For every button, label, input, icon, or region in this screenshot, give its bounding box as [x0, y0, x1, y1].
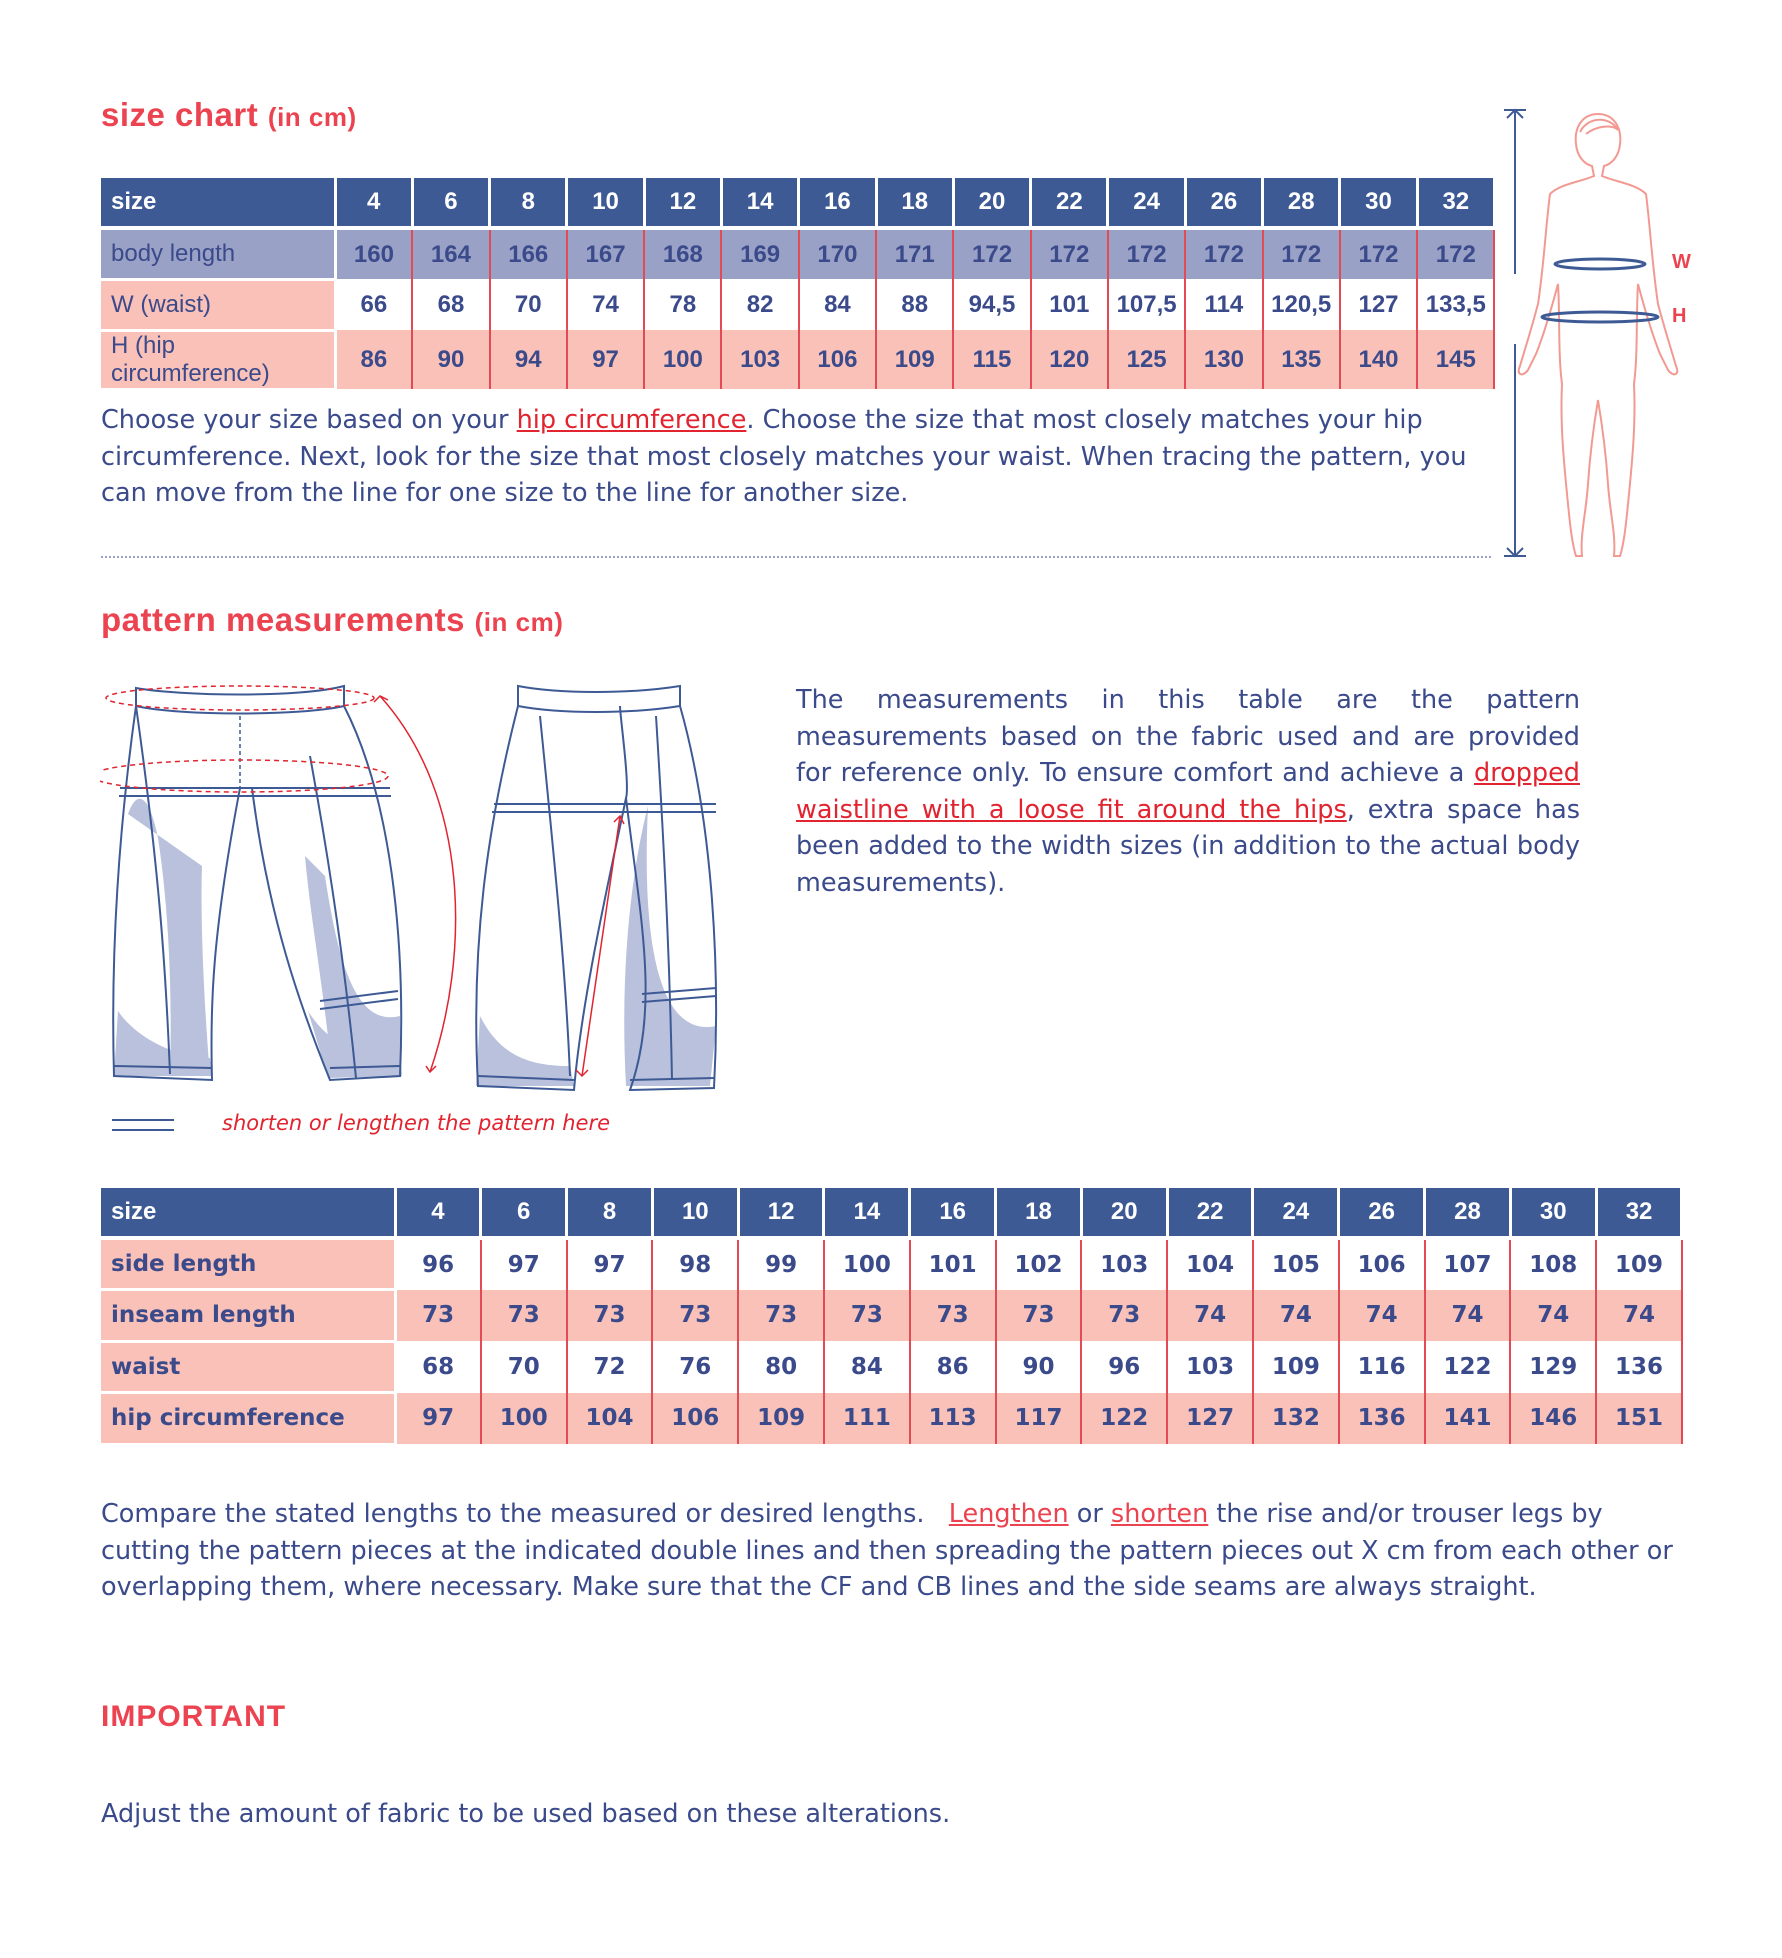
- table-cell: 104: [567, 1393, 653, 1445]
- size-header-18: 18: [876, 178, 953, 228]
- size-header-10: 10: [567, 178, 644, 228]
- table-cell: 70: [481, 1341, 567, 1393]
- table-cell: 78: [644, 279, 721, 330]
- waist-marker-label: W: [1672, 251, 1691, 273]
- row-label: inseam length: [101, 1290, 395, 1342]
- size-header-label: size: [101, 1188, 395, 1238]
- body-outline: [1519, 114, 1678, 556]
- table-cell: 80: [738, 1341, 824, 1393]
- table-cell: 116: [1339, 1341, 1425, 1393]
- table-cell: 68: [395, 1341, 481, 1393]
- table-cell: 172: [1185, 228, 1262, 279]
- table-cell: 73: [738, 1290, 824, 1342]
- table-cell: 136: [1596, 1341, 1682, 1393]
- size-header-26: 26: [1339, 1188, 1425, 1238]
- table-cell: 107,5: [1108, 279, 1185, 330]
- table-cell: 133,5: [1417, 279, 1494, 330]
- table-cell: 97: [481, 1238, 567, 1290]
- size-header-28: 28: [1263, 178, 1340, 228]
- table-cell: 101: [1031, 279, 1108, 330]
- table-cell: 73: [652, 1290, 738, 1342]
- size-chart-title: [101, 96, 357, 134]
- table-cell: 98: [652, 1238, 738, 1290]
- pattern-title-unit: (in cm): [474, 607, 564, 637]
- size-header-16: 16: [910, 1188, 996, 1238]
- size-header-12: 12: [644, 178, 721, 228]
- pattern-description-text: The measurements in this table are the pattern measurements based on the fabric used and are provided for reference only. To ensure comfort and achieve a: [796, 685, 1580, 788]
- table-cell: 127: [1340, 279, 1417, 330]
- table-cell: 109: [1596, 1238, 1682, 1290]
- table-cell: 106: [799, 330, 876, 389]
- shorten-link[interactable]: shorten: [1110, 1499, 1209, 1529]
- important-heading: IMPORTANT: [101, 1700, 287, 1733]
- table-row: [101, 1393, 1682, 1445]
- size-header-26: 26: [1185, 178, 1262, 228]
- size-header-6: 6: [412, 178, 489, 228]
- table-row: [101, 228, 1494, 279]
- table-cell: 88: [876, 279, 953, 330]
- alteration-text: Compare the stated lengths to the measured or desired lengths.: [101, 1499, 949, 1529]
- table-cell: 84: [799, 279, 876, 330]
- size-chart-table: [101, 178, 1496, 391]
- table-cell: 99: [738, 1238, 824, 1290]
- size-header-16: 16: [799, 178, 876, 228]
- table-cell: 102: [996, 1238, 1082, 1290]
- size-chart-note-text-2: . Choose the size that most closely matches your hip circumference. Next, look for the size that most closely matches your waist. When tracing the pattern, you can move from the line for one size to the line for another size.: [101, 405, 1467, 508]
- table-cell: 94: [490, 330, 567, 389]
- table-cell: 76: [652, 1341, 738, 1393]
- table-cell: 170: [799, 228, 876, 279]
- table-cell: 136: [1339, 1393, 1425, 1445]
- front-trouser-piece: [100, 686, 456, 1080]
- size-header-20: 20: [953, 178, 1030, 228]
- table-cell: 70: [490, 279, 567, 330]
- table-cell: 106: [652, 1393, 738, 1445]
- table-cell: 86: [335, 330, 412, 389]
- table-cell: 82: [721, 279, 798, 330]
- size-header-8: 8: [567, 1188, 653, 1238]
- table-cell: 171: [876, 228, 953, 279]
- size-chart-note-text: Choose your size based on your: [101, 405, 517, 435]
- double-line-legend-icon: [112, 1119, 174, 1131]
- table-cell: 74: [1510, 1290, 1596, 1342]
- table-cell: 101: [910, 1238, 996, 1290]
- table-cell: 160: [335, 228, 412, 279]
- table-cell: 90: [412, 330, 489, 389]
- size-header-32: 32: [1596, 1188, 1682, 1238]
- row-label: hip circumference: [101, 1393, 395, 1445]
- table-cell: 135: [1263, 330, 1340, 389]
- table-cell: 114: [1185, 279, 1262, 330]
- table-cell: 103: [1081, 1238, 1167, 1290]
- table-cell: 129: [1510, 1341, 1596, 1393]
- table-cell: 103: [1167, 1341, 1253, 1393]
- table-cell: 96: [1081, 1341, 1167, 1393]
- row-label: H (hip circumference): [101, 330, 335, 389]
- table-cell: 172: [1031, 228, 1108, 279]
- table-cell: 73: [910, 1290, 996, 1342]
- table-cell: 172: [1108, 228, 1185, 279]
- table-row: [101, 330, 1494, 389]
- pattern-title: [101, 601, 563, 639]
- table-cell: 125: [1108, 330, 1185, 389]
- table-cell: 166: [490, 228, 567, 279]
- section-divider: [101, 556, 1491, 558]
- size-chart-note: [101, 402, 1496, 512]
- table-cell: 100: [824, 1238, 910, 1290]
- alteration-instructions: [101, 1496, 1696, 1606]
- table-cell: 74: [1339, 1290, 1425, 1342]
- size-header-label: size: [101, 178, 335, 228]
- lengthen-link[interactable]: Lengthen: [948, 1499, 1069, 1529]
- table-cell: 73: [481, 1290, 567, 1342]
- size-header-6: 6: [481, 1188, 567, 1238]
- table-cell: 115: [953, 330, 1030, 389]
- table-cell: 104: [1167, 1238, 1253, 1290]
- table-cell: 167: [567, 228, 644, 279]
- size-header-32: 32: [1417, 178, 1494, 228]
- row-label: W (waist): [101, 279, 335, 330]
- table-cell: 73: [395, 1290, 481, 1342]
- size-header-14: 14: [824, 1188, 910, 1238]
- table-cell: 74: [1253, 1290, 1339, 1342]
- table-cell: 68: [412, 279, 489, 330]
- hip-circumference-link[interactable]: hip circumference: [516, 405, 747, 435]
- table-cell: 109: [1253, 1341, 1339, 1393]
- table-cell: 105: [1253, 1238, 1339, 1290]
- size-header-24: 24: [1253, 1188, 1339, 1238]
- alteration-text-or: or: [1068, 1499, 1111, 1529]
- size-header-18: 18: [996, 1188, 1082, 1238]
- table-cell: 172: [1263, 228, 1340, 279]
- table-cell: 172: [953, 228, 1030, 279]
- table-row: [101, 1341, 1682, 1393]
- size-header-30: 30: [1510, 1188, 1596, 1238]
- size-header-4: 4: [335, 178, 412, 228]
- row-label: body length: [101, 228, 335, 279]
- pattern-description-text-2: , extra space has been added to the width sizes (in addition to the actual body measurements).: [796, 794, 1580, 898]
- size-header-30: 30: [1340, 178, 1417, 228]
- table-cell: 120: [1031, 330, 1108, 389]
- table-cell: 141: [1425, 1393, 1511, 1445]
- pattern-title-text: pattern measurements: [101, 601, 465, 638]
- table-row: [101, 279, 1494, 330]
- table-cell: 106: [1339, 1238, 1425, 1290]
- table-cell: 73: [567, 1290, 653, 1342]
- table-cell: 168: [644, 228, 721, 279]
- trousers-illustration: [100, 676, 790, 1096]
- table-cell: 66: [335, 279, 412, 330]
- size-header-8: 8: [490, 178, 567, 228]
- important-text: Adjust the amount of fabric to be used based on these alterations.: [101, 1799, 951, 1829]
- table-cell: 146: [1510, 1393, 1596, 1445]
- table-cell: 172: [1417, 228, 1494, 279]
- size-header-24: 24: [1108, 178, 1185, 228]
- table-cell: 120,5: [1263, 279, 1340, 330]
- table-cell: 100: [481, 1393, 567, 1445]
- size-header-10: 10: [652, 1188, 738, 1238]
- size-header-4: 4: [395, 1188, 481, 1238]
- table-cell: 94,5: [953, 279, 1030, 330]
- back-trouser-piece: [476, 686, 716, 1090]
- pattern-description: [796, 682, 1580, 901]
- alteration-text-2: the rise and/or trouser legs by cutting the pattern pieces at the indicated double lines and then spreading the pattern pieces out X cm from each other or overlapping them, where necessary. Make sure that the CF and CB lines and the side seams are always straight.: [101, 1499, 1673, 1602]
- size-header-22: 22: [1167, 1188, 1253, 1238]
- table-row: [101, 1238, 1682, 1290]
- table-cell: 107: [1425, 1238, 1511, 1290]
- size-chart-title-unit: (in cm): [267, 102, 357, 132]
- hip-marker-label: H: [1672, 305, 1687, 327]
- table-cell: 145: [1417, 330, 1494, 389]
- table-cell: 97: [567, 330, 644, 389]
- table-cell: 172: [1340, 228, 1417, 279]
- table-cell: 117: [996, 1393, 1082, 1445]
- table-cell: 108: [1510, 1238, 1596, 1290]
- table-cell: 73: [1081, 1290, 1167, 1342]
- table-cell: 73: [824, 1290, 910, 1342]
- table-cell: 109: [876, 330, 953, 389]
- table-cell: 140: [1340, 330, 1417, 389]
- pattern-measurements-table: [101, 1188, 1683, 1446]
- row-label: waist: [101, 1341, 395, 1393]
- table-cell: 84: [824, 1341, 910, 1393]
- table-cell: 100: [644, 330, 721, 389]
- table-cell: 86: [910, 1341, 996, 1393]
- body-figure-illustration: [1500, 104, 1700, 564]
- table-cell: 130: [1185, 330, 1262, 389]
- table-cell: 169: [721, 228, 798, 279]
- size-header-14: 14: [721, 178, 798, 228]
- size-header-22: 22: [1031, 178, 1108, 228]
- table-cell: 151: [1596, 1393, 1682, 1445]
- table-cell: 132: [1253, 1393, 1339, 1445]
- table-cell: 97: [395, 1393, 481, 1445]
- table-cell: 97: [567, 1238, 653, 1290]
- table-cell: 109: [738, 1393, 824, 1445]
- table-cell: 164: [412, 228, 489, 279]
- size-header-12: 12: [738, 1188, 824, 1238]
- table-cell: 103: [721, 330, 798, 389]
- table-cell: 127: [1167, 1393, 1253, 1445]
- table-cell: 74: [567, 279, 644, 330]
- size-header-20: 20: [1081, 1188, 1167, 1238]
- size-header-28: 28: [1425, 1188, 1511, 1238]
- table-cell: 111: [824, 1393, 910, 1445]
- row-label: side length: [101, 1238, 395, 1290]
- table-cell: 74: [1425, 1290, 1511, 1342]
- table-cell: 113: [910, 1393, 996, 1445]
- table-cell: 74: [1596, 1290, 1682, 1342]
- table-cell: 72: [567, 1341, 653, 1393]
- dropped-waistline-link[interactable]: dropped waistline with a loose fit around the hips: [796, 758, 1580, 825]
- table-row: [101, 1290, 1682, 1342]
- table-cell: 122: [1081, 1393, 1167, 1445]
- table-cell: 96: [395, 1238, 481, 1290]
- table-cell: 73: [996, 1290, 1082, 1342]
- legend-caption: shorten or lengthen the pattern here: [222, 1111, 610, 1135]
- table-cell: 122: [1425, 1341, 1511, 1393]
- size-chart-title-text: size chart: [101, 96, 259, 133]
- table-cell: 74: [1167, 1290, 1253, 1342]
- table-cell: 90: [996, 1341, 1082, 1393]
